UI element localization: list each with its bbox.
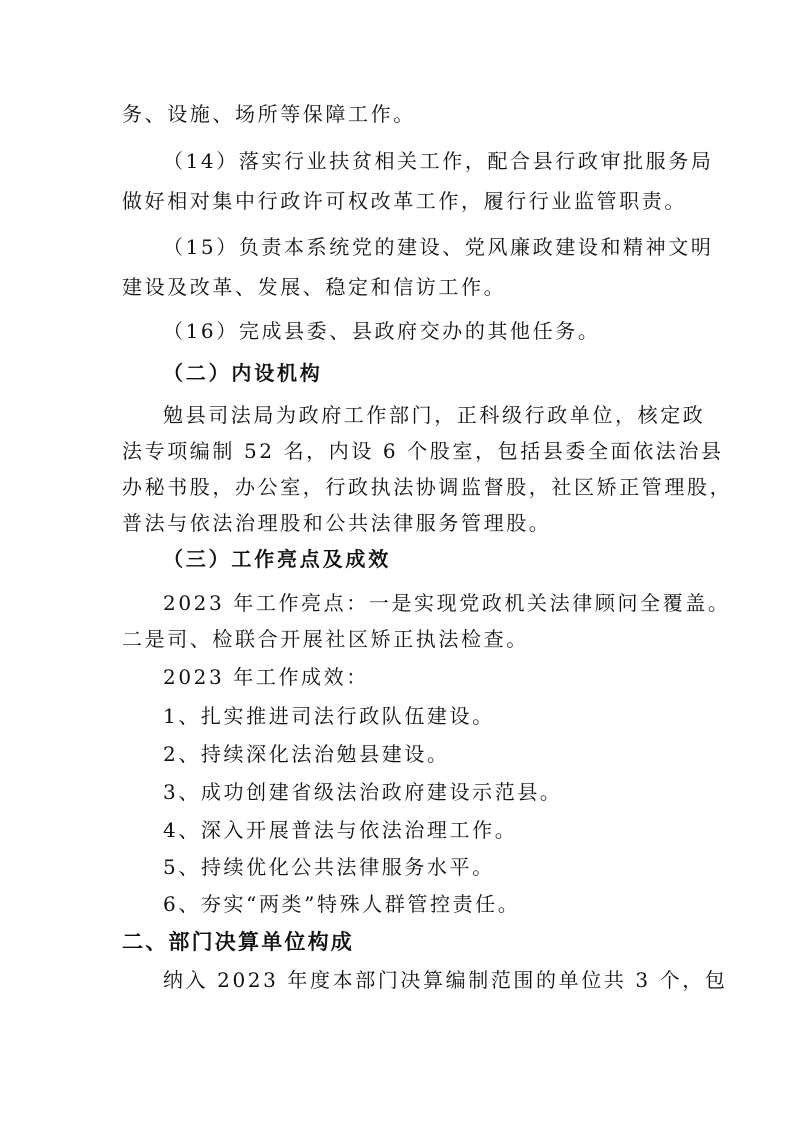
section-heading-internal-structure: （二）内设机构 [163, 361, 323, 385]
result-item-2: 2、持续深化法治勉县建设。 [163, 742, 450, 766]
result-item-5: 5、持续优化公共法律服务水平。 [163, 855, 495, 879]
structure-paragraph-line-2: 法专项编制 52 名，内设 6 个股室，包括县委全面依法治县 [122, 439, 724, 463]
item-14-line-2: 做好相对集中行政许可权改革工作，履行行业监管职责。 [122, 189, 687, 213]
result-item-4: 4、深入开展普法与依法治理工作。 [163, 818, 518, 842]
chapter-heading-unit-composition: 二、部门决算单位构成 [122, 930, 354, 954]
item-14-line-1: （14）落实行业扶贫相关工作，配合县行政审批服务局 [163, 149, 714, 173]
item-15-line-1: （15）负责本系统党的建设、党风廉政建设和精神文明 [163, 235, 714, 259]
item-15-line-2: 建设及改革、发展、稳定和信访工作。 [122, 275, 507, 299]
structure-paragraph-line-1: 勉县司法局为政府工作部门，正科级行政单位，核定政 [163, 403, 706, 427]
unit-composition-paragraph-line-1: 纳入 2023 年度本部门决算编制范围的单位共 3 个，包 [163, 968, 728, 992]
result-item-3: 3、成功创建省级法治政府建设示范县。 [163, 780, 563, 804]
item-16-line: （16）完成县委、县政府交办的其他任务。 [163, 319, 601, 343]
highlights-paragraph-line-2: 二是司、检联合开展社区矫正执法检查。 [122, 627, 529, 651]
results-intro: 2023 年工作成效： [163, 665, 369, 689]
paragraph-line: 务、设施、场所等保障工作。 [122, 102, 416, 126]
result-item-1: 1、扎实推进司法行政队伍建设。 [163, 704, 495, 728]
highlights-paragraph-line-1: 2023 年工作亮点：一是实现党政机关法律顾问全覆盖。 [163, 591, 731, 615]
structure-paragraph-line-3: 办秘书股，办公室，行政执法协调监督股，社区矫正管理股， [122, 475, 733, 499]
result-item-6: 6、夯实“两类”特殊人群管控责任。 [163, 892, 521, 916]
structure-paragraph-line-4: 普法与依法治理股和公共法律服务管理股。 [122, 511, 552, 535]
section-heading-highlights: （三）工作亮点及成效 [163, 547, 391, 571]
